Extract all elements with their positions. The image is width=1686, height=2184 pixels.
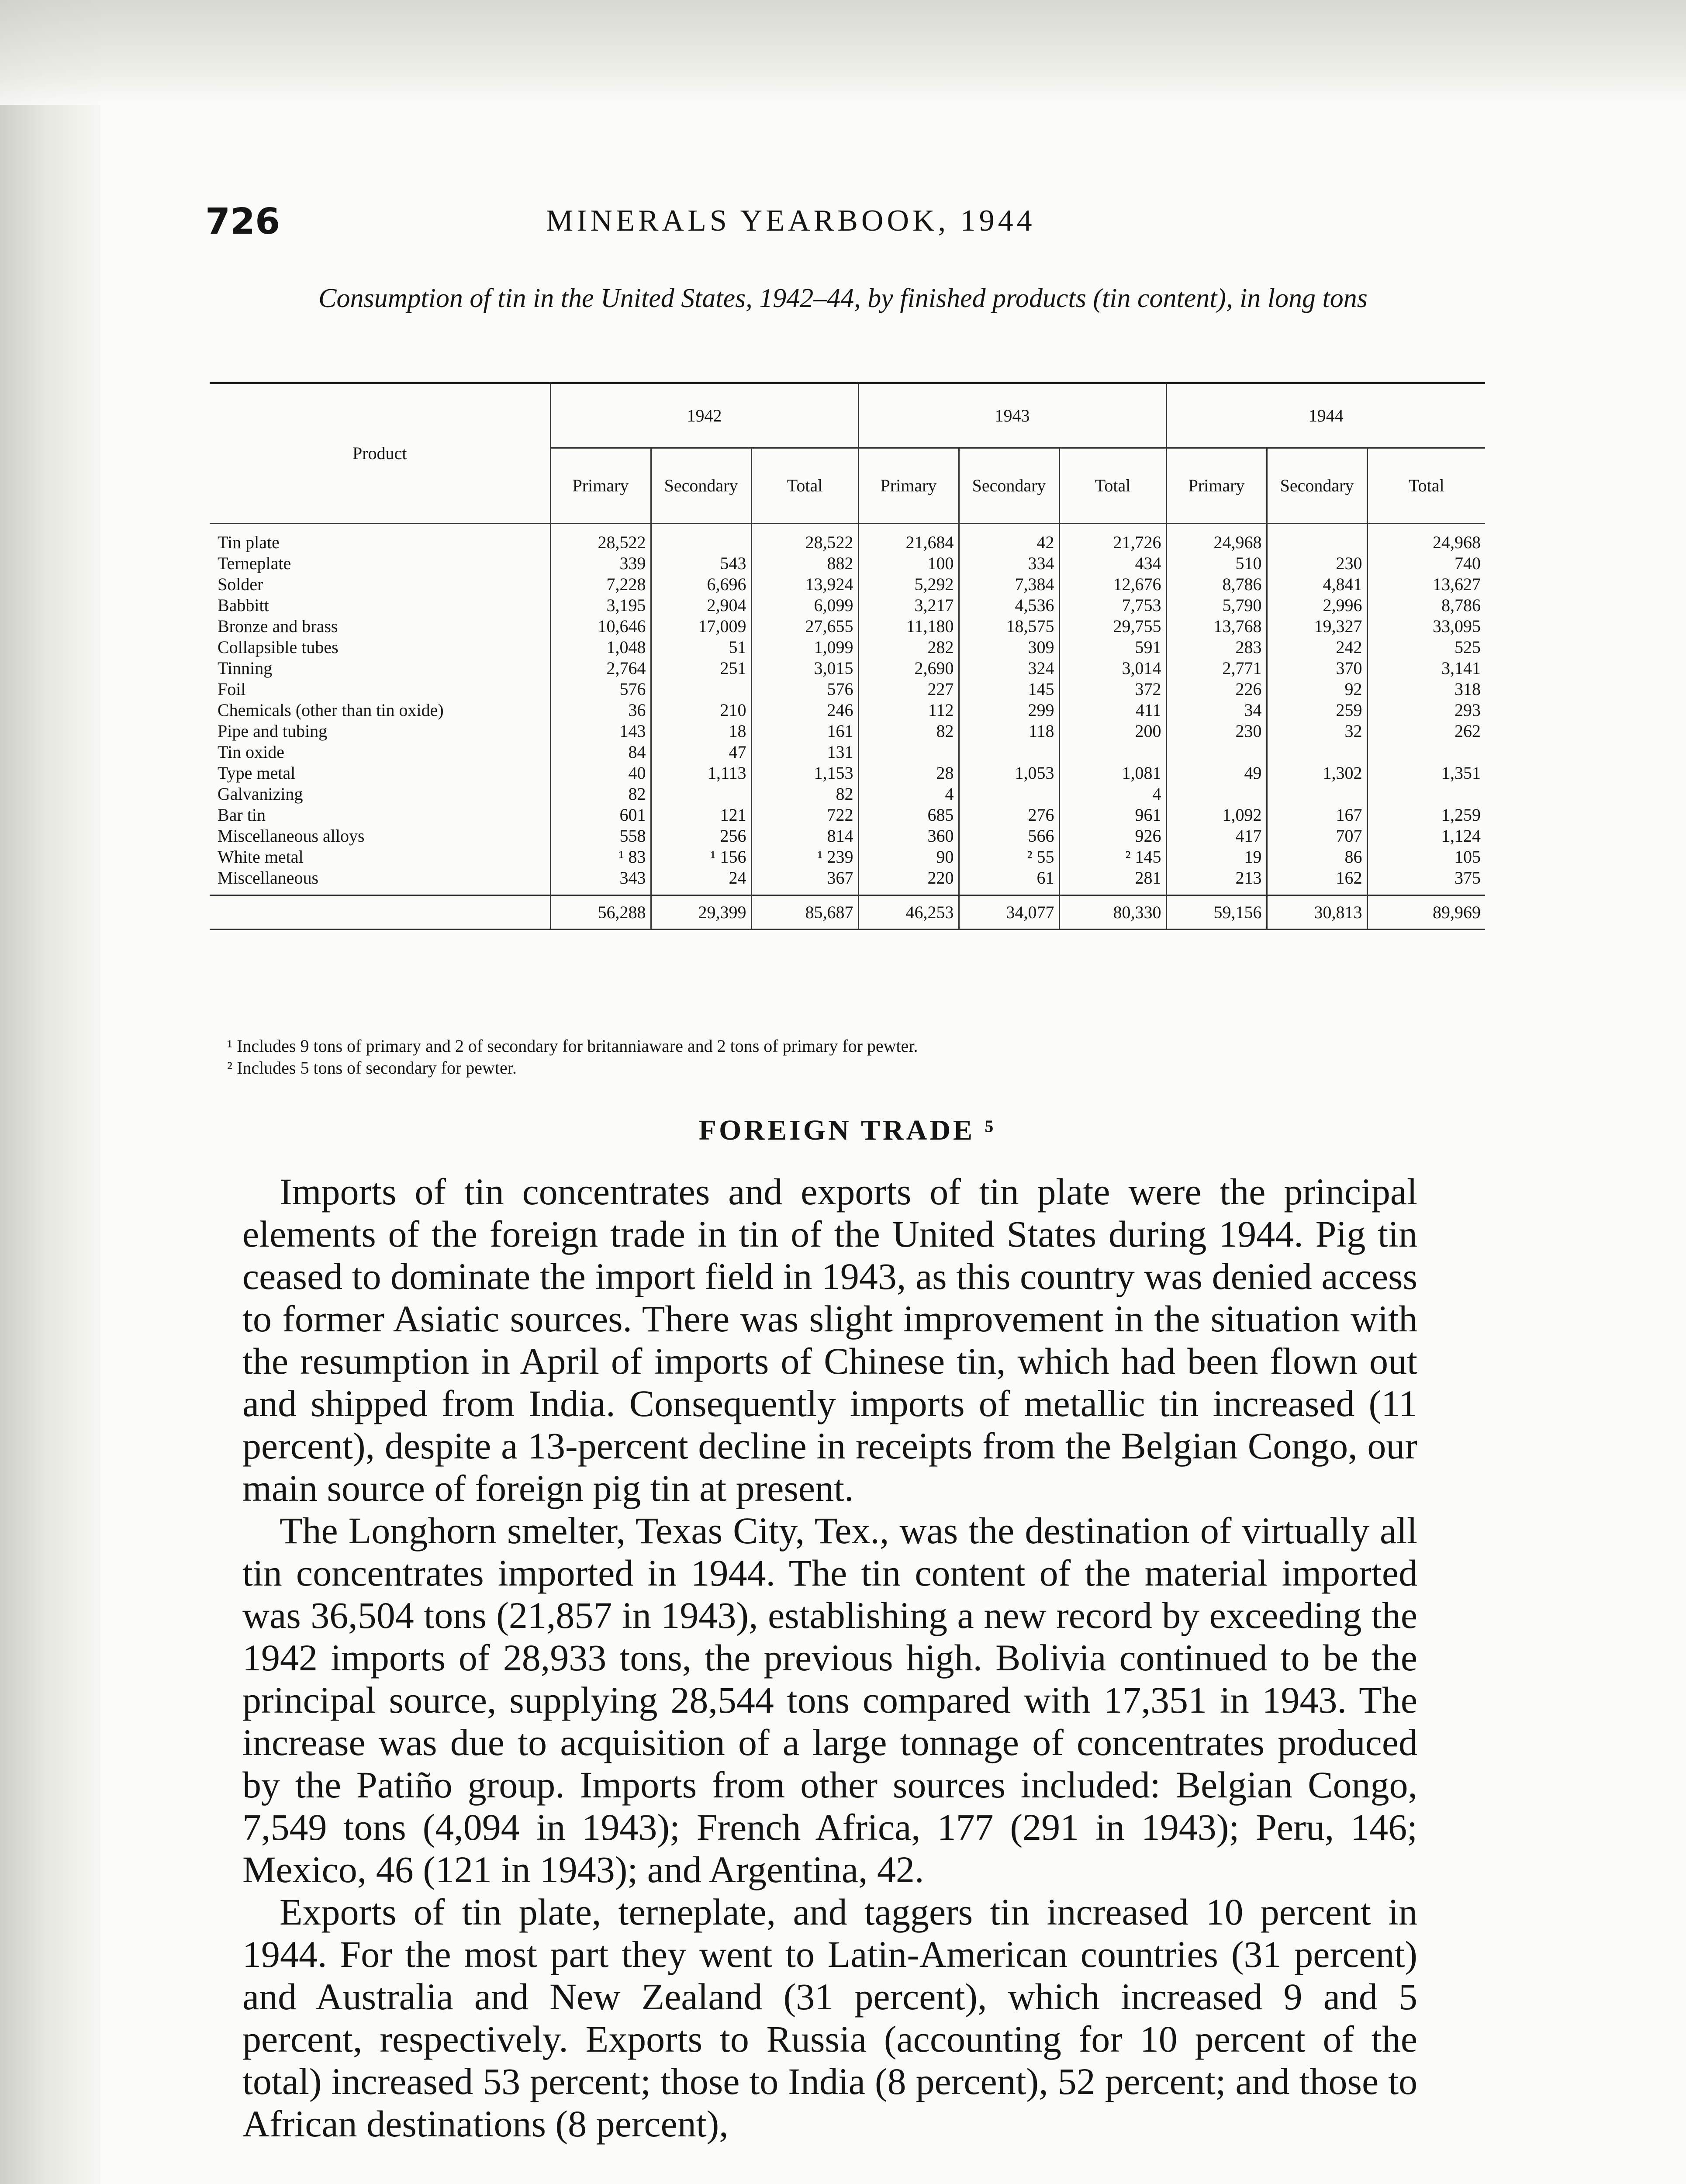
value-cell: 3,217 xyxy=(858,595,959,616)
value-cell: ² 55 xyxy=(959,847,1059,867)
value-cell: 360 xyxy=(858,826,959,847)
value-cell: 12,676 xyxy=(1059,574,1166,595)
value-cell: 21,684 xyxy=(858,524,959,553)
value-cell: 86 xyxy=(1267,847,1367,867)
page-number: 726 xyxy=(205,201,280,242)
product-cell: Bar tin xyxy=(210,805,550,826)
product-cell: Miscellaneous xyxy=(210,867,550,895)
value-cell: 3,195 xyxy=(550,595,651,616)
product-cell: Chemicals (other than tin oxide) xyxy=(210,700,550,721)
value-cell xyxy=(1367,742,1485,763)
value-cell: ¹ 156 xyxy=(651,847,751,867)
value-cell: 372 xyxy=(1059,679,1166,700)
value-cell xyxy=(959,742,1059,763)
value-cell: 24,968 xyxy=(1166,524,1267,553)
value-cell: 1,351 xyxy=(1441,763,1481,783)
product-cell: Miscellaneous alloys xyxy=(210,826,550,847)
year-header-1943: 1943 xyxy=(858,383,1166,448)
subheader-primary: Primary xyxy=(1166,448,1267,524)
product-header: Product xyxy=(210,383,550,524)
value-cell: 105 xyxy=(1455,847,1481,867)
value-cell: 262 xyxy=(1455,721,1481,741)
value-cell: 40 xyxy=(550,763,651,784)
value-cell: 230 xyxy=(1267,553,1367,574)
table-row xyxy=(210,826,1485,847)
value-cell: 10,646 xyxy=(550,616,651,637)
value-cell: 576 xyxy=(550,679,651,700)
value-cell: 293 xyxy=(1455,700,1481,720)
table-row xyxy=(210,616,1485,637)
subheader-secondary: Secondary xyxy=(959,448,1059,524)
table-row xyxy=(210,700,1485,721)
value-cell: 367 xyxy=(751,867,858,895)
value-cell: 309 xyxy=(959,637,1059,658)
value-cell: 4,841 xyxy=(1267,574,1367,595)
value-cell: 2,904 xyxy=(651,595,751,616)
total-cell: 29,399 xyxy=(651,895,751,930)
value-cell: 51 xyxy=(651,637,751,658)
value-cell: 36 xyxy=(550,700,651,721)
value-cell xyxy=(858,742,959,763)
value-cell xyxy=(959,784,1059,805)
total-cell: 85,687 xyxy=(751,895,858,930)
subheader-total: Total xyxy=(1367,448,1485,524)
total-cell: 34,077 xyxy=(959,895,1059,930)
value-cell: 27,655 xyxy=(751,616,858,637)
product-cell: Tinning xyxy=(210,658,550,679)
value-cell: ² 145 xyxy=(1059,847,1166,867)
year-header-1944: 1944 xyxy=(1166,383,1485,448)
product-cell: Type metal xyxy=(210,763,550,784)
value-cell: 4 xyxy=(858,784,959,805)
value-cell: ¹ 239 xyxy=(751,847,858,867)
value-cell: 19 xyxy=(1166,847,1267,867)
value-cell: 251 xyxy=(651,658,751,679)
table-row xyxy=(210,847,1485,867)
running-head xyxy=(205,201,1494,249)
value-cell xyxy=(1367,784,1485,805)
value-cell: 3,014 xyxy=(1059,658,1166,679)
value-cell: 276 xyxy=(959,805,1059,826)
product-cell: Pipe and tubing xyxy=(210,721,550,742)
value-cell: 5,790 xyxy=(1166,595,1267,616)
value-cell: 220 xyxy=(858,867,959,895)
product-cell: Tin plate xyxy=(210,524,550,553)
value-cell: 324 xyxy=(959,658,1059,679)
value-cell: 576 xyxy=(751,679,858,700)
table-row xyxy=(210,784,1485,805)
value-cell: 5,292 xyxy=(858,574,959,595)
table-row xyxy=(210,805,1485,826)
scan-shadow-top xyxy=(0,0,1686,105)
total-label-cell xyxy=(210,895,550,930)
value-cell: 145 xyxy=(959,679,1059,700)
table-row xyxy=(210,574,1485,595)
table-row xyxy=(210,595,1485,616)
value-cell: 256 xyxy=(651,826,751,847)
table-row xyxy=(210,637,1485,658)
subheader-primary: Primary xyxy=(550,448,651,524)
value-cell: 242 xyxy=(1267,637,1367,658)
value-cell: 1,048 xyxy=(550,637,651,658)
subheader-secondary: Secondary xyxy=(1267,448,1367,524)
value-cell: 246 xyxy=(751,700,858,721)
value-cell: 13,924 xyxy=(751,574,858,595)
value-cell: 18 xyxy=(651,721,751,742)
body-text xyxy=(242,1171,1417,2145)
table-row xyxy=(210,524,1485,553)
value-cell: 543 xyxy=(651,553,751,574)
value-cell: 24,968 xyxy=(1433,532,1481,552)
total-cell: 59,156 xyxy=(1166,895,1267,930)
paragraph-1: Imports of tin concentrates and exports of tin plate were the principal elements of the foreign trade in tin of the United States during 1944. Pig tin ceased to dominate the import field in 1943, as this country was denied access to former Asiatic sources. There was slight improvement in the situation with the resumption in April of imports of Chinese tin, which had been flown out and shipped from India. Consequently imports of metallic tin increased (11 percent), despite a 13-percent decline in receipts from the Belgian Congo, our main source of foreign pig tin at present. xyxy=(242,1171,1417,1509)
value-cell: 259 xyxy=(1267,700,1367,721)
table-row xyxy=(210,742,1485,763)
value-cell: 510 xyxy=(1166,553,1267,574)
value-cell: 8,786 xyxy=(1166,574,1267,595)
value-cell: 118 xyxy=(959,721,1059,742)
value-cell: 28 xyxy=(858,763,959,784)
value-cell: 82 xyxy=(751,784,858,805)
value-cell xyxy=(1166,742,1267,763)
table-row xyxy=(210,679,1485,700)
value-cell: 1,124 xyxy=(1441,826,1481,846)
value-cell: 32 xyxy=(1267,721,1367,742)
value-cell: 926 xyxy=(1059,826,1166,847)
value-cell: 84 xyxy=(550,742,651,763)
value-cell: 2,764 xyxy=(550,658,651,679)
value-cell: 283 xyxy=(1166,637,1267,658)
value-cell: 1,081 xyxy=(1059,763,1166,784)
value-cell: 1,113 xyxy=(651,763,751,784)
value-cell: 82 xyxy=(550,784,651,805)
value-cell: 1,153 xyxy=(751,763,858,784)
total-cell: 80,330 xyxy=(1059,895,1166,930)
value-cell: 19,327 xyxy=(1267,616,1367,637)
value-cell: 882 xyxy=(751,553,858,574)
value-cell: 92 xyxy=(1267,679,1367,700)
value-cell: 11,180 xyxy=(858,616,959,637)
value-cell: 434 xyxy=(1059,553,1166,574)
table-note-1: ¹ Includes 9 tons of primary and 2 of secondary for britanniaware and 2 tons of primary for pewter. xyxy=(227,1036,918,1056)
paragraph-2: The Longhorn smelter, Texas City, Tex., was the destination of virtually all tin concentrates imported in 1944. The tin content of the material imported was 36,504 tons (21,857 in 1943), establishing a new record by exceeding the 1942 imports of 28,933 tons, the previous high. Bolivia continued to be the principal source, supplying 28,544 tons compared with 17,351 in 1943. The increase was due to acquisition of a large tonnage of concentrates produced by the Patiño group. Imports from other sources included: Belgian Congo, 7,549 tons (4,094 in 1943); French Africa, 177 (291 in 1943); Peru, 146; Mexico, 46 (121 in 1943); and Argentina, 42. xyxy=(242,1510,1417,1890)
product-cell: Solder xyxy=(210,574,550,595)
value-cell: 230 xyxy=(1166,721,1267,742)
year-header-1942: 1942 xyxy=(550,383,858,448)
value-cell: 6,696 xyxy=(651,574,751,595)
value-cell: 282 xyxy=(858,637,959,658)
tin-consumption-table xyxy=(210,382,1485,930)
value-cell: 4 xyxy=(1059,784,1166,805)
value-cell: 7,384 xyxy=(959,574,1059,595)
value-cell: 318 xyxy=(1455,679,1481,699)
value-cell: 334 xyxy=(959,553,1059,574)
value-cell: 740 xyxy=(1455,553,1481,573)
value-cell: 121 xyxy=(651,805,751,826)
value-cell: 100 xyxy=(858,553,959,574)
value-cell: 82 xyxy=(858,721,959,742)
value-cell: 161 xyxy=(751,721,858,742)
value-cell: 29,755 xyxy=(1059,616,1166,637)
value-cell: 707 xyxy=(1267,826,1367,847)
product-cell: Terneplate xyxy=(210,553,550,574)
value-cell: 112 xyxy=(858,700,959,721)
subheader-secondary: Secondary xyxy=(651,448,751,524)
table-row xyxy=(210,658,1485,679)
value-cell: 685 xyxy=(858,805,959,826)
table-row xyxy=(210,763,1485,784)
product-cell: Bronze and brass xyxy=(210,616,550,637)
value-cell: 961 xyxy=(1059,805,1166,826)
value-cell: 299 xyxy=(959,700,1059,721)
value-cell: 7,753 xyxy=(1059,595,1166,616)
product-cell: Tin oxide xyxy=(210,742,550,763)
value-cell: 411 xyxy=(1059,700,1166,721)
value-cell: 1,092 xyxy=(1166,805,1267,826)
product-cell: Babbitt xyxy=(210,595,550,616)
value-cell: 210 xyxy=(651,700,751,721)
value-cell xyxy=(651,784,751,805)
value-cell: 6,099 xyxy=(751,595,858,616)
value-cell: 591 xyxy=(1059,637,1166,658)
value-cell: 42 xyxy=(959,524,1059,553)
value-cell: 343 xyxy=(550,867,651,895)
value-cell: 47 xyxy=(651,742,751,763)
value-cell: 525 xyxy=(1455,637,1481,657)
value-cell: 722 xyxy=(751,805,858,826)
subheader-total: Total xyxy=(1059,448,1166,524)
value-cell: ¹ 83 xyxy=(550,847,651,867)
value-cell: 814 xyxy=(751,826,858,847)
value-cell: 4,536 xyxy=(959,595,1059,616)
product-cell: Foil xyxy=(210,679,550,700)
value-cell xyxy=(1267,742,1367,763)
value-cell: 200 xyxy=(1059,721,1166,742)
total-row xyxy=(210,895,1485,930)
value-cell: 339 xyxy=(550,553,651,574)
value-cell: 49 xyxy=(1166,763,1267,784)
value-cell: 566 xyxy=(959,826,1059,847)
value-cell: 213 xyxy=(1166,867,1267,895)
value-cell: 28,522 xyxy=(550,524,651,553)
value-cell: 17,009 xyxy=(651,616,751,637)
value-cell: 1,302 xyxy=(1267,763,1367,784)
value-cell xyxy=(651,524,751,553)
value-cell: 34 xyxy=(1166,700,1267,721)
value-cell: 2,996 xyxy=(1267,595,1367,616)
value-cell: 24 xyxy=(651,867,751,895)
value-cell: 3,015 xyxy=(751,658,858,679)
value-cell: 13,627 xyxy=(1433,574,1481,594)
value-cell: 8,786 xyxy=(1441,595,1481,615)
section-heading-foreign-trade: FOREIGN TRADE ⁵ xyxy=(698,1114,996,1146)
table-notes xyxy=(227,1035,1494,1079)
value-cell: 370 xyxy=(1267,658,1367,679)
value-cell: 601 xyxy=(550,805,651,826)
value-cell: 33,095 xyxy=(1433,616,1481,636)
value-cell: 162 xyxy=(1267,867,1367,895)
scan-shadow-left xyxy=(0,0,100,2184)
value-cell: 21,726 xyxy=(1059,524,1166,553)
total-cell: 46,253 xyxy=(858,895,959,930)
value-cell: 2,690 xyxy=(858,658,959,679)
table-body xyxy=(210,524,1485,930)
value-cell: 3,141 xyxy=(1441,658,1481,678)
value-cell: 2,771 xyxy=(1166,658,1267,679)
value-cell: 417 xyxy=(1166,826,1267,847)
value-cell xyxy=(1059,742,1166,763)
value-cell: 226 xyxy=(1166,679,1267,700)
table-row xyxy=(210,867,1485,895)
value-cell xyxy=(1166,784,1267,805)
value-cell: 1,053 xyxy=(959,763,1059,784)
product-cell: Collapsible tubes xyxy=(210,637,550,658)
value-cell: 1,099 xyxy=(751,637,858,658)
value-cell: 90 xyxy=(858,847,959,867)
value-cell: 281 xyxy=(1059,867,1166,895)
total-cell: 89,969 xyxy=(1367,895,1485,930)
product-cell: White metal xyxy=(210,847,550,867)
paragraph-3: Exports of tin plate, terneplate, and taggers tin increased 10 percent in 1944. For the most part they went to Latin-American countries (31 percent) and Australia and New Zealand (31 percent), which increased 9 and 5 percent, respectively. Exports to Russia (accounting for 10 percent of the total) increased 53 percent; those to India (8 percent), 52 percent; and those to African destinations (8 percent), xyxy=(242,1891,1417,2145)
value-cell: 18,575 xyxy=(959,616,1059,637)
value-cell xyxy=(651,679,751,700)
table-note-2: ² Includes 5 tons of secondary for pewter. xyxy=(227,1058,517,1078)
value-cell: 143 xyxy=(550,721,651,742)
product-cell: Galvanizing xyxy=(210,784,550,805)
value-cell: 61 xyxy=(959,867,1059,895)
value-cell: 1,259 xyxy=(1441,805,1481,825)
book-title: MINERALS YEARBOOK, 1944 xyxy=(546,204,1036,238)
value-cell: 167 xyxy=(1267,805,1367,826)
subheader-primary: Primary xyxy=(858,448,959,524)
value-cell xyxy=(1267,784,1367,805)
value-cell: 28,522 xyxy=(751,524,858,553)
value-cell: 558 xyxy=(550,826,651,847)
table-row xyxy=(210,721,1485,742)
value-cell: 375 xyxy=(1455,868,1481,888)
value-cell xyxy=(1267,524,1367,553)
value-cell: 131 xyxy=(751,742,858,763)
total-cell: 30,813 xyxy=(1267,895,1367,930)
value-cell: 227 xyxy=(858,679,959,700)
value-cell: 7,228 xyxy=(550,574,651,595)
total-cell: 56,288 xyxy=(550,895,651,930)
value-cell: 13,768 xyxy=(1166,616,1267,637)
table-row xyxy=(210,553,1485,574)
subheader-total: Total xyxy=(751,448,858,524)
table-caption: Consumption of tin in the United States, 1942–44, by finished products (tin content), in long tons xyxy=(318,283,1368,313)
